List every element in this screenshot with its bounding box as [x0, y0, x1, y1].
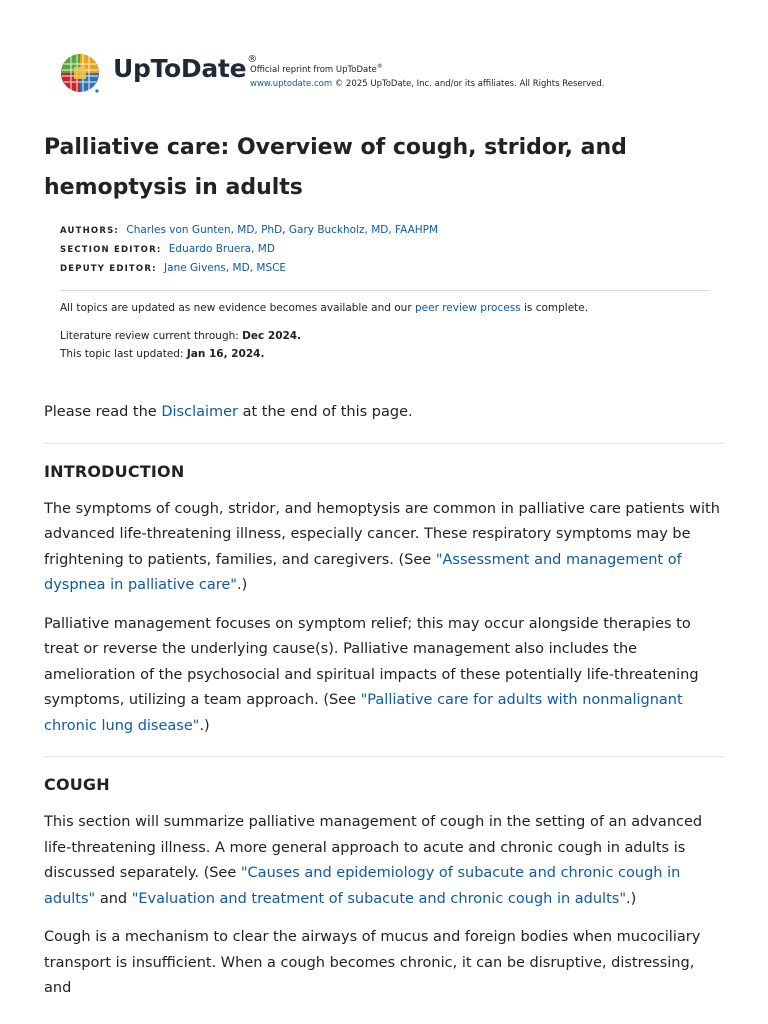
- cough-causes-topic-link[interactable]: "Causes and epidemiology of subacute and chronic cough in adults": [44, 865, 681, 907]
- disclaimer-post: at the end of this page.: [238, 404, 413, 420]
- update-note-text: All topics are updated as new evidence becomes available and our: [60, 302, 415, 314]
- brand-registered-mark: ®: [247, 53, 257, 65]
- author-separator: ,: [282, 224, 289, 236]
- authors-label: AUTHORS:: [60, 226, 120, 236]
- literature-review-label: Literature review current through:: [60, 330, 243, 342]
- deputy-editor-label: DEPUTY EDITOR:: [60, 264, 157, 274]
- uptodate-website-link[interactable]: www.uptodate.com: [250, 78, 333, 89]
- article-title: Palliative care: Overview of cough, stridor, and hemoptysis in adults: [44, 135, 627, 200]
- cough-heading: COUGH: [44, 775, 110, 794]
- cough-paragraph-2: [44, 925, 724, 1002]
- paragraph-text: Cough is a mechanism to clear the airways of mucus and foreign bodies when mucociliary transport is insufficient. When a cough becomes chronic, it can be disruptive, distressing, and: [44, 929, 701, 996]
- section-editor-label: SECTION EDITOR:: [60, 245, 162, 255]
- last-updated-label: This topic last updated:: [60, 348, 187, 360]
- brand-name: [113, 54, 257, 83]
- brand-text: UpToDate: [113, 54, 247, 83]
- article-body: [44, 400, 724, 1015]
- disclaimer-pre: Please read the: [44, 404, 162, 420]
- paragraph-end: .): [199, 717, 210, 734]
- paragraph-end: .): [236, 577, 248, 593]
- paragraph-text: This section will summarize palliative management of cough in the setting of an advanced life-threatening illness. A more general approach to acute and chronic cough in adults is discussed separately. (See: [44, 814, 703, 881]
- paragraph-conjunction: and: [95, 890, 132, 907]
- reprint-registered-mark: ®: [376, 63, 383, 70]
- introduction-heading: INTRODUCTION: [44, 461, 185, 481]
- paragraph-text: The symptoms of cough, stridor, and hemoptysis are common in palliative care patients with advanced life-threatening illness, especially cancer. These respiratory symptoms may be frightening to patients, families, and caregivers. (See: [44, 500, 720, 568]
- meta-divider: [60, 290, 710, 291]
- section-divider: [44, 443, 724, 444]
- reprint-label: Official reprint from UpToDate: [250, 64, 377, 75]
- dyspnea-topic-link[interactable]: "Assessment and management of dyspnea in palliative care": [44, 551, 682, 593]
- disclaimer-note: [44, 400, 724, 426]
- cough-paragraph-1: [44, 810, 724, 912]
- section-divider: [44, 756, 724, 757]
- authors-row: [60, 221, 710, 240]
- site-header: [60, 50, 720, 100]
- copyright-text: © 2025 UpToDate, Inc. and/or its affiliates. All Rights Reserved.: [332, 78, 605, 89]
- section-editor-link[interactable]: Eduardo Bruera, MD: [168, 243, 275, 255]
- deputy-editor-link[interactable]: Jane Givens, MD, MSCE: [164, 262, 287, 274]
- disclaimer-link[interactable]: Disclaimer: [161, 404, 239, 420]
- paragraph-end: .): [626, 890, 637, 907]
- introduction-paragraph-2: [44, 612, 724, 740]
- article-meta: [60, 221, 710, 363]
- reprint-label-line: [250, 60, 604, 77]
- update-note-end: is complete.: [520, 302, 589, 314]
- nonmalignant-lung-topic-link[interactable]: "Palliative care for adults with nonmalignant chronic lung disease": [44, 692, 683, 734]
- author-link-2[interactable]: Gary Buckholz, MD, FAAHPM: [288, 224, 439, 236]
- literature-review-date: Dec 2024.: [242, 330, 302, 342]
- cough-evaluation-topic-link[interactable]: "Evaluation and treatment of subacute and chronic cough in adults": [131, 890, 626, 907]
- author-link-1[interactable]: Charles von Gunten, MD, PhD: [126, 224, 283, 236]
- deputy-editor-row: [60, 259, 710, 278]
- uptodate-logo-icon: [60, 53, 100, 93]
- paragraph-text: Palliative management focuses on symptom relief; this may occur alongside therapies to treat or reverse the underlying cause(s). Palliative management also includes the amelioration of the psychosocial and spiritual impacts of these potentially life-threatening symptoms, utilizing a team approach. (See: [44, 615, 699, 708]
- update-note: [60, 299, 710, 317]
- introduction-paragraph-1: [44, 497, 724, 599]
- copyright-line: [250, 77, 604, 91]
- reprint-notice: [250, 60, 604, 91]
- last-updated-date: Jan 16, 2024.: [186, 348, 265, 360]
- meta-gap: [60, 317, 710, 327]
- section-editor-row: [60, 240, 710, 259]
- peer-review-link[interactable]: peer review process: [414, 302, 521, 314]
- literature-review-line: [60, 327, 710, 345]
- last-updated-line: [60, 345, 710, 363]
